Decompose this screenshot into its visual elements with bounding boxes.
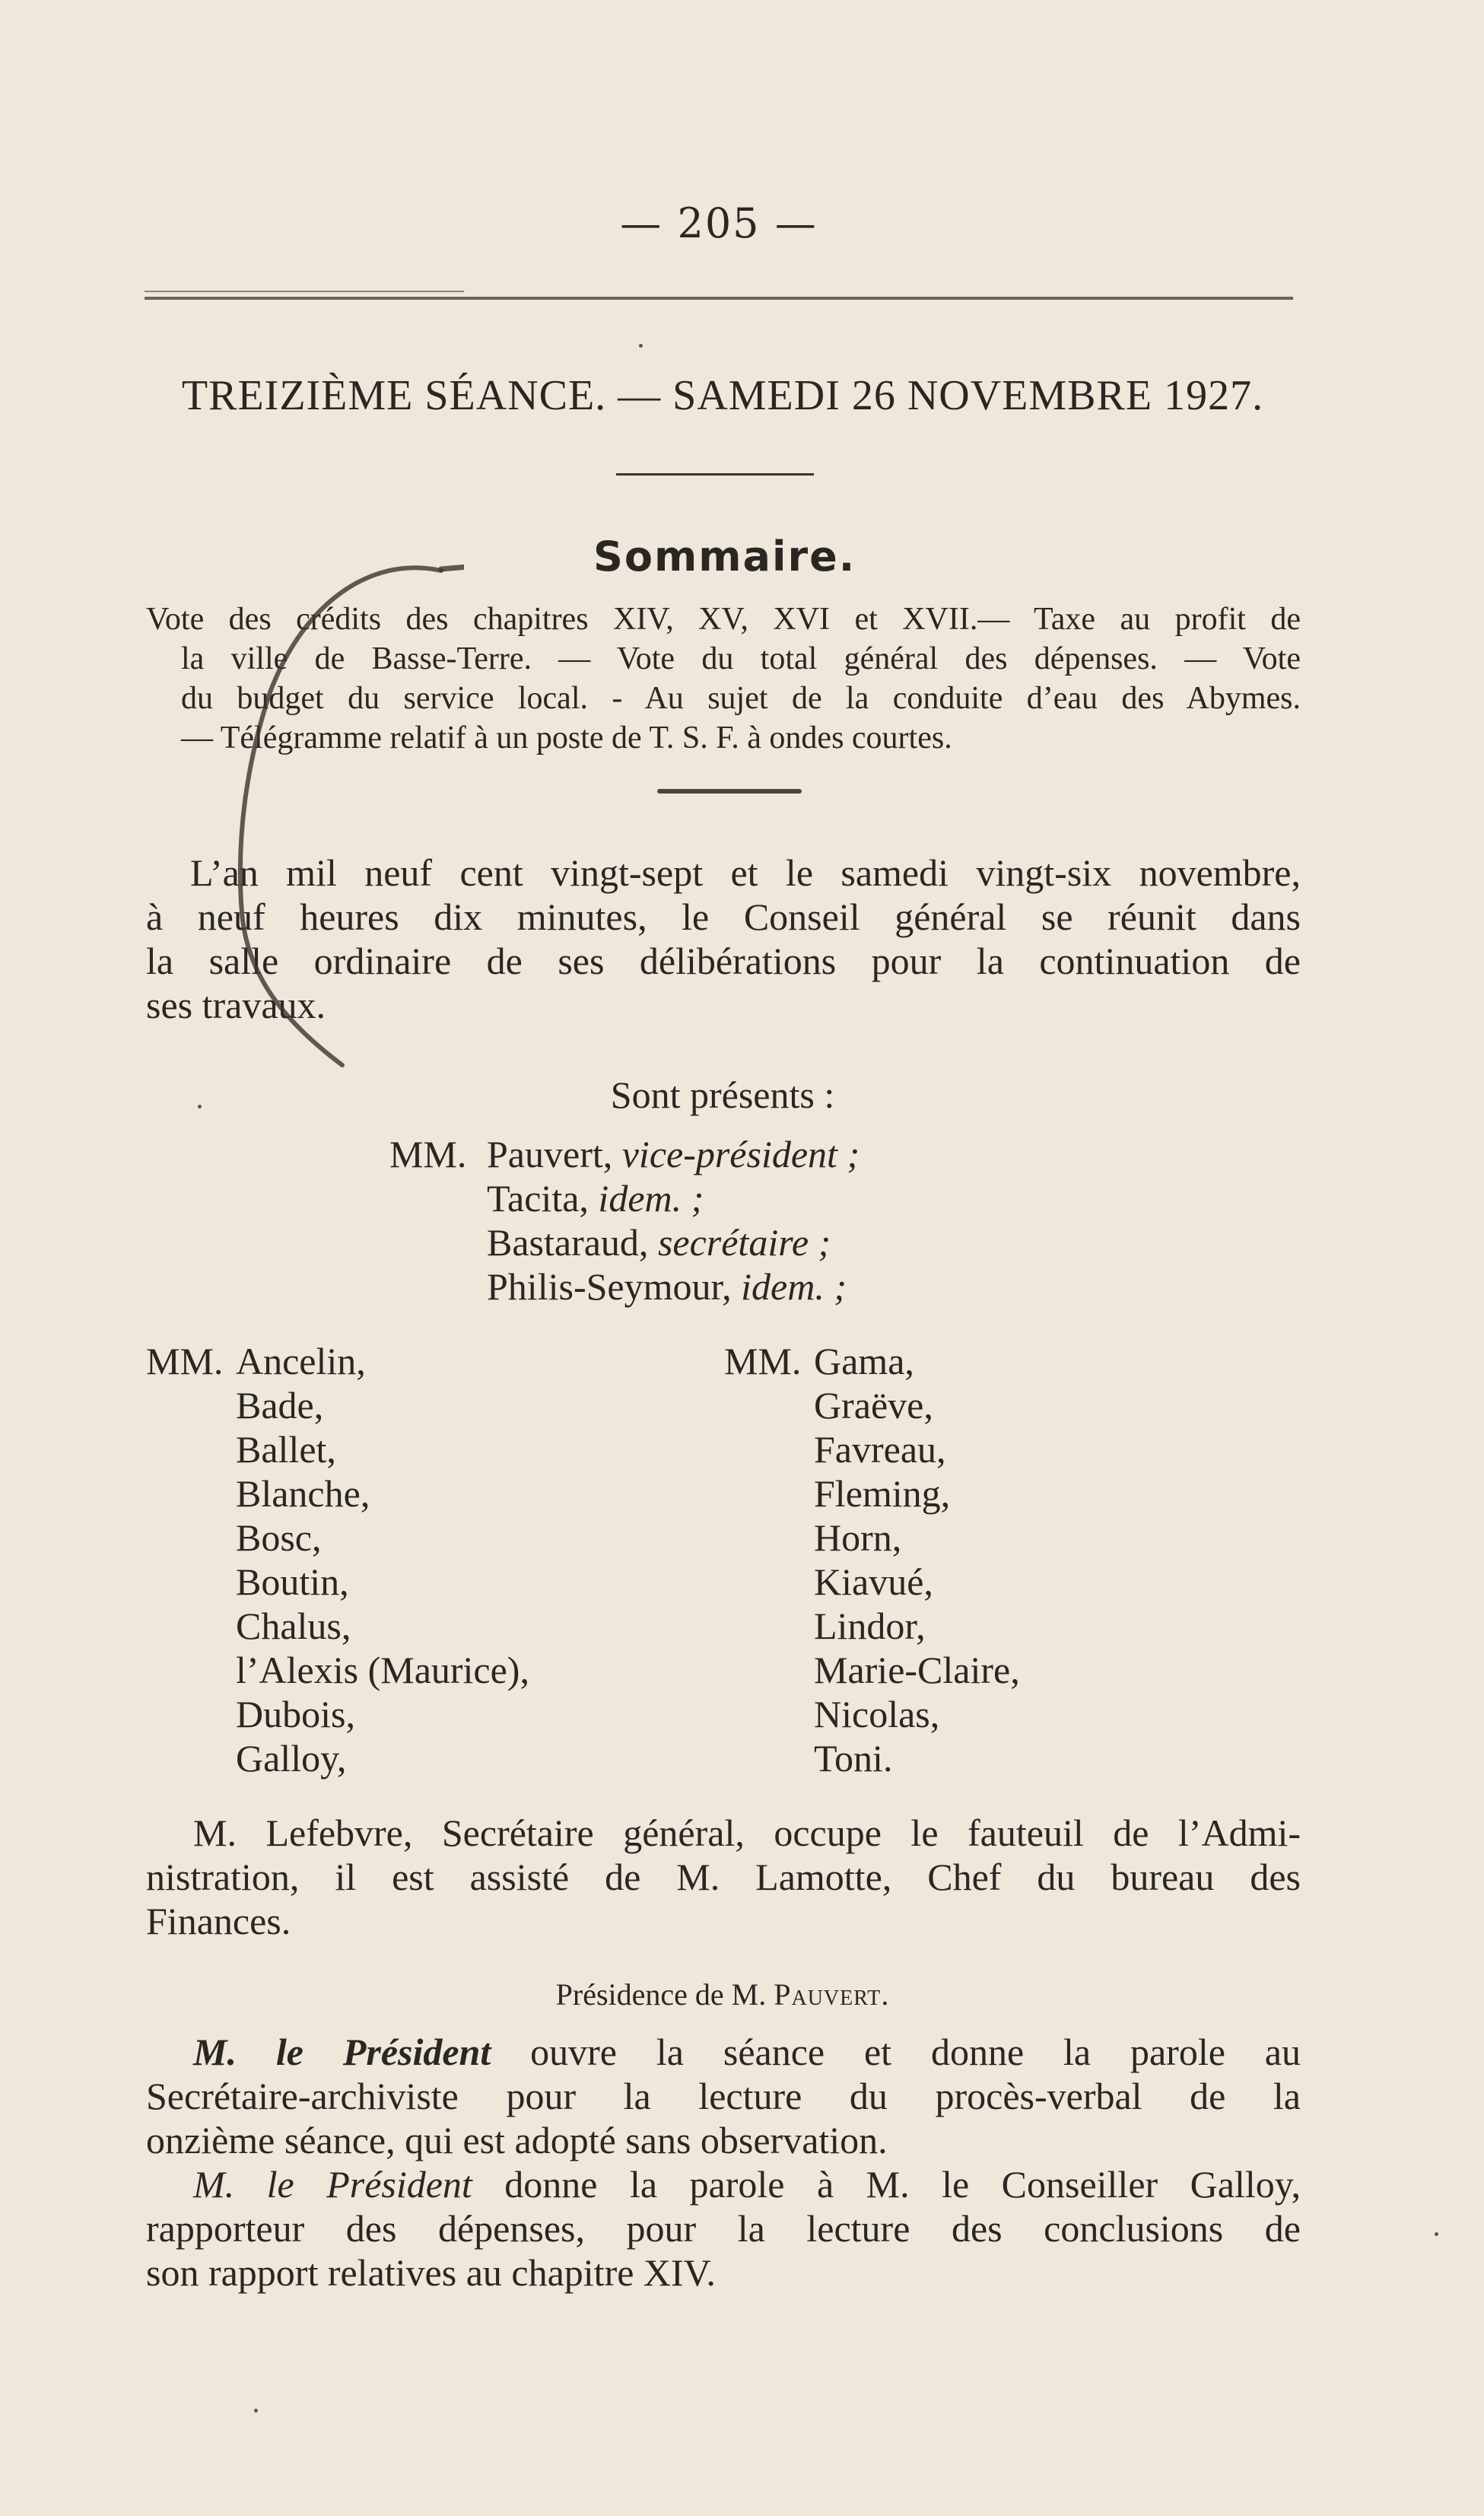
member-row [724, 1339, 1020, 1383]
header-rule [145, 297, 1293, 300]
officer-row [389, 1176, 860, 1220]
presidency-name: Pauvert. [774, 1977, 890, 2012]
paragraph-line: Secrétaire-archiviste pour la lecture du procès-verbal de la [146, 2075, 1301, 2117]
summary-line: la ville de Basse-Terre. — Vote du total général des dépenses. — Vote [181, 641, 1301, 676]
member-name: Blanche, [236, 1472, 370, 1515]
officer-name: Tacita, [487, 1177, 589, 1220]
officer-row [389, 1220, 860, 1264]
member-name: Graëve, [814, 1384, 933, 1427]
president-paragraph-2 [146, 2162, 1301, 2295]
line-text: ouvre la séance et donne la parole au [491, 2031, 1301, 2073]
summary-title: Sommaire. [593, 533, 856, 580]
print-speck [254, 2409, 258, 2413]
paragraph-line: ses travaux. [146, 984, 326, 1026]
presidency-text: Présidence de M. [555, 1977, 767, 2012]
member-row [146, 1339, 529, 1383]
member-name: Horn, [814, 1516, 902, 1559]
member-name: Dubois, [236, 1693, 355, 1735]
paragraph-line [146, 2162, 1301, 2206]
officer-row [389, 1264, 860, 1309]
paragraph-line: L’an mil neuf cent vingt-sept et le samedi vingt-six novembre, [190, 851, 1301, 894]
member-name: Toni. [814, 1737, 893, 1780]
member-name: Boutin, [236, 1560, 349, 1603]
page-number: — 205 — [620, 199, 818, 247]
print-speck [639, 344, 643, 348]
summary-text [146, 600, 1301, 758]
members-left-column [146, 1339, 529, 1780]
officers-prefix: MM. [389, 1133, 467, 1175]
paragraph-line: Finances. [146, 1900, 291, 1942]
session-heading: TREIZIÈME SÉANCE. — SAMEDI 26 NOVEMBRE 1927. [181, 372, 1264, 419]
member-name: Gama, [814, 1340, 914, 1382]
paragraph-line: à neuf heures dix minutes, le Conseil général se réunit dans [146, 895, 1301, 938]
members-prefix: MM. [724, 1340, 802, 1382]
officer-row [389, 1132, 860, 1176]
member-name: Ballet, [236, 1428, 336, 1471]
member-name: Bosc, [236, 1516, 322, 1559]
opening-paragraph [146, 851, 1301, 1027]
officer-name: Pauvert, [487, 1133, 613, 1175]
officers-list [389, 1132, 860, 1309]
member-name: Ancelin, [236, 1340, 366, 1382]
header-rule-thin [145, 291, 464, 292]
attendance-heading: Sont présents : [610, 1074, 835, 1116]
line-text: donne la parole à M. le Conseiller Galloy, [472, 2163, 1301, 2206]
paragraph-line: M. Lefebvre, Secrétaire général, occupe le fauteuil de l’Admi- [193, 1811, 1301, 1854]
officer-role: vice-président ; [621, 1133, 860, 1175]
officer-role: secrétaire ; [657, 1221, 831, 1264]
administration-paragraph [146, 1811, 1301, 1943]
members-right-column [724, 1339, 1020, 1780]
member-name: Nicolas, [814, 1693, 940, 1735]
president-paragraph-1 [146, 2030, 1301, 2162]
paragraph-line: onzième séance, qui est adopté sans observation. [146, 2119, 888, 2161]
print-speck [1435, 2232, 1438, 2236]
member-name: Bade, [236, 1384, 324, 1427]
member-name: Lindor, [814, 1605, 926, 1647]
officer-name: Bastaraud, [487, 1221, 649, 1264]
member-name: Kiavué, [814, 1560, 933, 1603]
speaker-name: M. le Président [193, 2031, 491, 2073]
summary-line: Vote des crédits des chapitres XIV, XV, XVI et XVII.— Taxe au profit de [146, 602, 1301, 637]
summary-line: — Télégramme relatif à un poste de T. S. F. à ondes courtes. [181, 720, 952, 755]
officer-name: Philis-Seymour, [487, 1265, 732, 1308]
speaker-name: M. le Président [193, 2163, 472, 2206]
presidency-line [0, 1977, 1445, 2012]
print-speck [198, 1105, 202, 1109]
member-name: Chalus, [236, 1605, 351, 1647]
paragraph-line: nistration, il est assisté de M. Lamotte, Chef du bureau des [146, 1856, 1301, 1898]
section-separator [657, 789, 802, 794]
paragraph-line: rapporteur des dépenses, pour la lecture des conclusions de [146, 2207, 1301, 2250]
paragraph-line: son rapport relatives au chapitre XIV. [146, 2251, 716, 2294]
officer-role: idem. ; [741, 1265, 847, 1308]
member-name: Favreau, [814, 1428, 946, 1471]
summary-line: du budget du service local. - Au sujet de la conduite d’eau des Abymes. [181, 681, 1301, 716]
member-name: Fleming, [814, 1472, 951, 1515]
members-prefix: MM. [146, 1340, 224, 1382]
paragraph-line: la salle ordinaire de ses délibérations pour la continuation de [146, 940, 1301, 982]
officer-role: idem. ; [598, 1177, 704, 1220]
member-name: Galloy, [236, 1737, 347, 1780]
heading-rule [616, 473, 814, 476]
member-name: Marie-Claire, [814, 1649, 1020, 1691]
paragraph-line [146, 2030, 1301, 2074]
member-name: l’Alexis (Maurice), [236, 1649, 529, 1691]
